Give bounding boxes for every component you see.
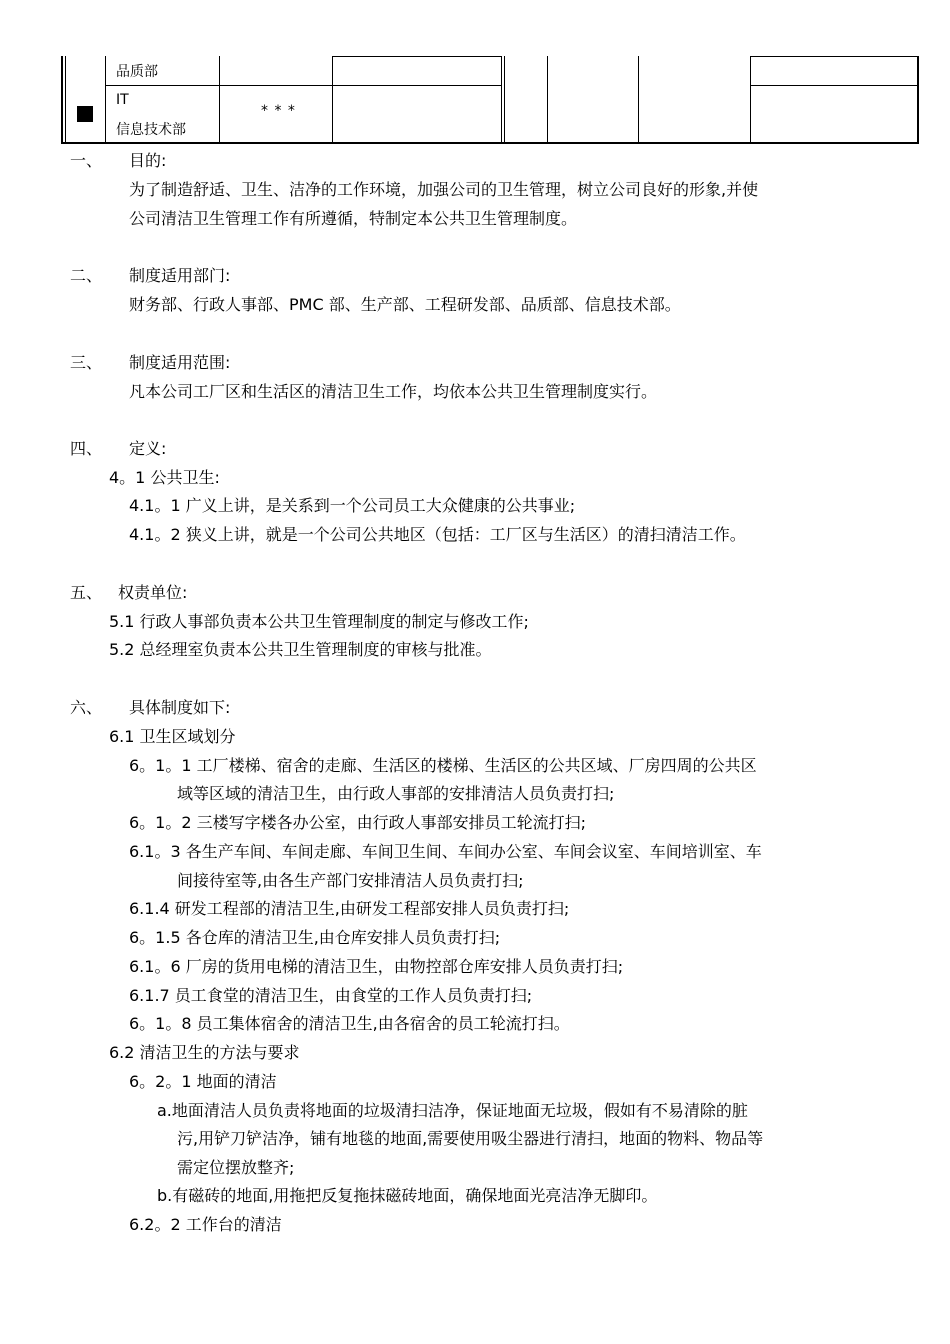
text-line: 五、	[70, 583, 103, 602]
table-col-divider-3	[332, 56, 333, 144]
text-line: 6.1.7 员工食堂的清洁卫生，由食堂的工作人员负责打扫;	[129, 986, 533, 1005]
text-line: 6。1。2 三楼写字楼各办公室，由行政人事部安排员工轮流打扫;	[129, 813, 587, 832]
text-line: 4。1 公共卫生:	[109, 468, 220, 487]
table-col-divider-7	[638, 56, 639, 144]
table-col-divider-8	[750, 56, 751, 144]
table-col-divider-5	[504, 56, 505, 144]
text-line: 域等区域的清洁卫生，由行政人事部的安排清洁人员负责打扫;	[177, 784, 615, 803]
text-line: 间接待室等,由各生产部门安排清洁人员负责打扫;	[177, 871, 524, 890]
table-row-divider-a	[105, 85, 502, 86]
text-line: 4.1。2 狭义上讲，就是一个公司公共地区（包括：工厂区与生活区）的清扫清洁工作。	[129, 525, 746, 544]
text-line: 6.2 清洁卫生的方法与要求	[109, 1043, 300, 1062]
text-line: 制度适用范围:	[129, 353, 231, 372]
text-line: b.有磁砖的地面,用拖把反复拖抹磁砖地面，确保地面光亮洁净无脚印。	[157, 1186, 658, 1205]
table-cell-it-name: 信息技术部	[116, 122, 186, 138]
text-line: 4.1。1 广义上讲，是关系到一个公司员工大众健康的公共事业;	[129, 496, 576, 515]
text-line: 6.1.4 研发工程部的清洁卫生,由研发工程部安排人员负责打扫;	[129, 899, 570, 918]
table-col-divider-6	[547, 56, 548, 144]
table-cell-stars: * * *	[261, 103, 296, 119]
text-line: 6.2。2 工作台的清洁	[129, 1215, 282, 1234]
table-cell-quality-dept: 品质部	[116, 64, 158, 80]
text-line: 公司清洁卫生管理工作有所遵循，特制定本公共卫生管理制度。	[129, 209, 578, 228]
table-row-divider-b	[750, 85, 918, 86]
text-line: 目的:	[129, 151, 167, 170]
text-line: 6.1 卫生区域划分	[109, 727, 236, 746]
text-line: 6。1.5 各仓库的清洁卫生,由仓库安排人员负责打扫;	[129, 928, 501, 947]
table-border-left	[61, 56, 63, 144]
text-line: a.地面清洁人员负责将地面的垃圾清扫洁净，保证地面无垃圾，假如有不易清除的脏	[157, 1101, 748, 1120]
checkbox-filled-icon	[77, 106, 93, 122]
table-row-line-top-a	[332, 56, 502, 57]
text-line: 需定位摆放整齐;	[177, 1158, 295, 1177]
text-line: 六、	[70, 698, 103, 717]
text-line: 6。1。8 员工集体宿舍的清洁卫生,由各宿舍的员工轮流打扫。	[129, 1014, 570, 1033]
text-line: 具体制度如下:	[129, 698, 231, 717]
text-line: 制度适用部门:	[129, 266, 231, 285]
text-line: 5.1 行政人事部负责本公共卫生管理制度的制定与修改工作;	[109, 612, 529, 631]
text-line: 凡本公司工厂区和生活区的清洁卫生工作，均依本公共卫生管理制度实行。	[129, 382, 658, 401]
table-row-line-top-b	[750, 56, 918, 57]
text-line: 一、	[70, 151, 103, 170]
text-line: 四、	[70, 439, 103, 458]
table-col-divider-2	[219, 56, 220, 144]
text-line: 财务部、行政人事部、PMC 部、生产部、工程研发部、品质部、信息技术部。	[129, 295, 681, 314]
text-line: 为了制造舒适、卫生、洁净的工作环境，加强公司的卫生管理，树立公司良好的形象,并使	[129, 180, 759, 199]
text-line: 污,用铲刀铲洁净，铺有地毯的地面,需要使用吸尘器进行清扫，地面的物料、物品等	[177, 1129, 764, 1148]
table-col-divider-1	[105, 56, 106, 144]
text-line: 定义:	[129, 439, 167, 458]
text-line: 6。1。1 工厂楼梯、宿舍的走廊、生活区的楼梯、生活区的公共区域、厂房四周的公共区	[129, 756, 757, 775]
table-col-divider-4	[501, 56, 502, 144]
table-border-bottom	[61, 142, 919, 144]
table-border-left-inner	[65, 56, 66, 144]
text-line: 6。2。1 地面的清洁	[129, 1072, 277, 1091]
text-line: 6.1。3 各生产车间、车间走廊、车间卫生间、车间办公室、车间会议室、车间培训室、车	[129, 842, 762, 861]
text-line: 权责单位:	[118, 583, 188, 602]
text-line: 6.1。6 厂房的货用电梯的清洁卫生，由物控部仓库安排人员负责打扫;	[129, 957, 624, 976]
table-cell-it-code: IT	[116, 92, 129, 108]
text-line: 三、	[70, 353, 103, 372]
text-line: 5.2 总经理室负责本公共卫生管理制度的审核与批准。	[109, 640, 492, 659]
text-line: 二、	[70, 266, 103, 285]
table-border-right	[917, 56, 919, 144]
